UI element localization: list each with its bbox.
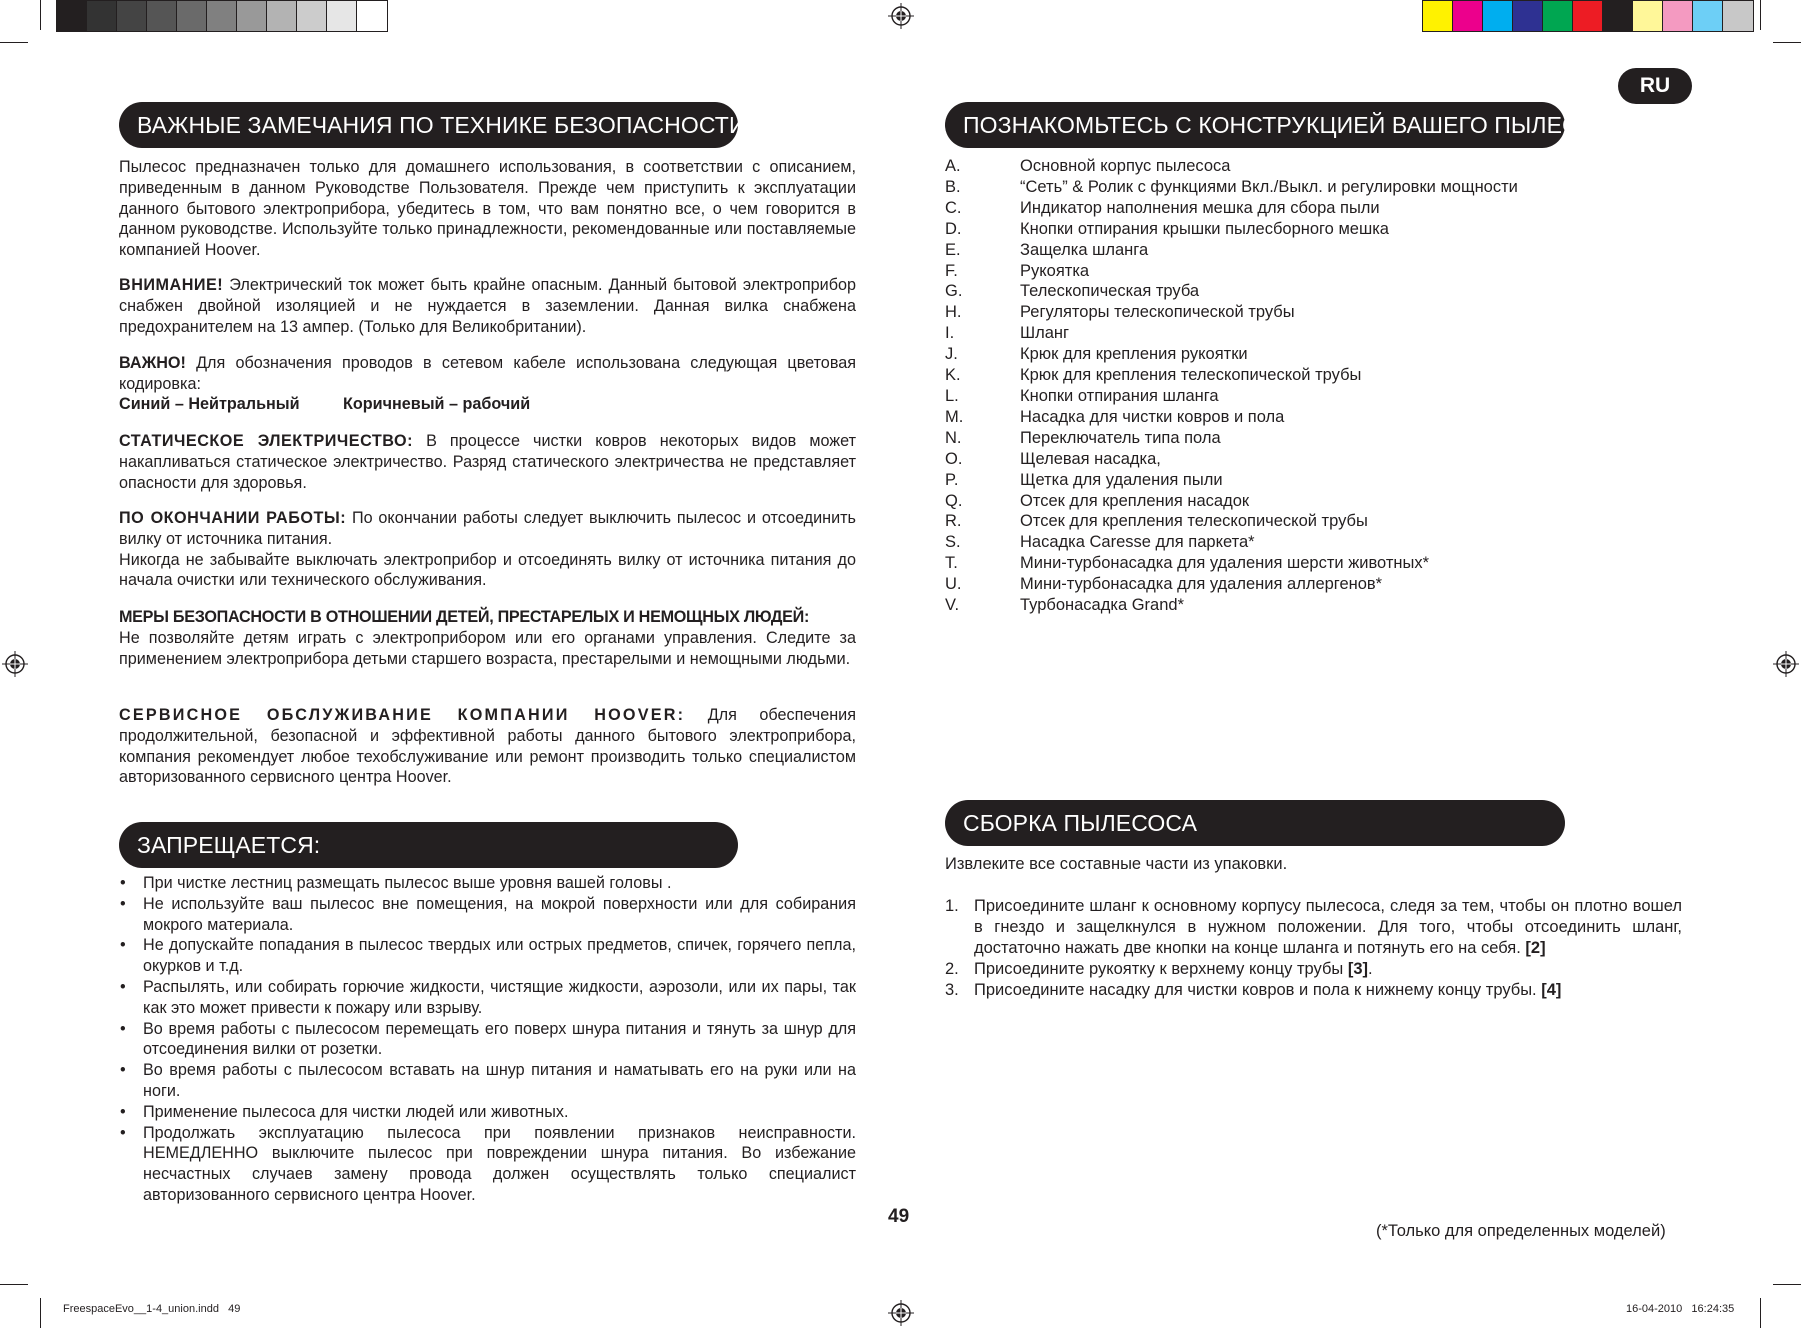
- after-work-paragraph: [119, 508, 856, 591]
- static-paragraph: [119, 431, 856, 493]
- important-paragraph: [119, 353, 856, 395]
- part-item: [945, 511, 1518, 532]
- forbidden-item-text: Не допускайте попадания в пылесос твердых или острых предметов, спичек, горячего пепла, окурков и т.д.: [143, 936, 856, 976]
- bullet-icon: •: [120, 1019, 126, 1038]
- part-item: [945, 491, 1518, 512]
- forbidden-item-text: Во время работы с пылесосом вставать на шнур питания и наматывать его на руки или на ноги.: [143, 1061, 856, 1100]
- forbidden-item: [119, 977, 856, 1019]
- warning-text: Электрический ток может быть крайне опасным. Данный бытовой электроприбор снабжен двойной изоляцией и не нуждается в заземлении. Данная вилка снабжена предохранителем на 13 ампер. (Только для Великобритании).: [119, 276, 856, 336]
- assembly-step: [945, 980, 1682, 1001]
- part-label: Мини-турбонасадка для удаления шерсти животных*: [1020, 554, 1430, 573]
- slug-date-info: 16-04-2010 16:24:35: [1626, 1303, 1735, 1315]
- forbidden-item: [119, 935, 856, 977]
- part-key: H.: [945, 303, 962, 322]
- part-key: K.: [945, 366, 961, 385]
- part-label: Индикатор наполнения мешка для сбора пыли: [1020, 198, 1380, 217]
- part-label: Насадка для чистки ковров и пола: [1020, 407, 1285, 426]
- grayscale-swatch: [297, 1, 327, 31]
- color-swatch: [1603, 1, 1633, 31]
- assembly-section-title: СБОРКА ПЫЛЕСОСА: [945, 800, 1565, 846]
- color-swatch: [1573, 1, 1603, 31]
- forbidden-item-text: Продолжать эксплуатацию пылесоса при появлении признаков неисправности. НЕМЕДЛЕННО выключите пылесос при повреждении шнура питания. Во избежание несчастных случаев замену провода должен осуществлять только специалист авторизованного сервисного центра Hoover.: [143, 1123, 856, 1204]
- registration-mark-icon: [2, 651, 28, 677]
- part-item: [945, 177, 1518, 198]
- slug-file-info: FreespaceEvo__1-4_union.indd 49: [63, 1303, 241, 1315]
- grayscale-swatch: [357, 1, 387, 31]
- crop-mark: [40, 0, 41, 30]
- grayscale-swatch: [147, 1, 177, 31]
- part-label: Переключатель типа пола: [1020, 428, 1221, 447]
- color-swatch: [1423, 1, 1453, 31]
- part-item: [945, 323, 1518, 344]
- color-swatch: [1693, 1, 1723, 31]
- part-item: [945, 386, 1518, 407]
- forbidden-list: [119, 873, 856, 1206]
- models-footnote: (*Только для определенных моделей): [1376, 1222, 1666, 1240]
- step-number: 3.: [945, 980, 959, 999]
- forbidden-item-text: Распылять, или собирать горючие жидкости, чистящие жидкости, аэрозоли, или их пары, так как это может привести к пожару или взрыву.: [143, 977, 856, 1017]
- part-label: Турбонасадка Grand*: [1020, 596, 1184, 615]
- registration-mark-icon: [888, 1300, 914, 1326]
- bullet-icon: •: [120, 874, 126, 892]
- forbidden-item: [119, 1102, 856, 1123]
- part-key: E.: [945, 240, 961, 259]
- crop-mark: [1760, 0, 1761, 30]
- forbidden-item: [119, 873, 856, 894]
- part-item: [945, 407, 1518, 428]
- grayscale-swatch: [117, 1, 147, 31]
- part-key: G.: [945, 282, 963, 301]
- part-label: Шланг: [1020, 324, 1070, 343]
- figure-reference: [3]: [1347, 959, 1369, 978]
- part-label: Защелка шланга: [1020, 240, 1149, 259]
- part-item: [945, 344, 1518, 365]
- part-key: C.: [945, 198, 962, 217]
- page-number: 49: [888, 1206, 910, 1227]
- bullet-icon: •: [120, 936, 126, 955]
- forbidden-item: [119, 894, 856, 936]
- color-swatch: [1543, 1, 1573, 31]
- forbidden-item-text: Во время работы с пылесосом перемещать его поверх шнура питания и тянуть за шнур для отсоединения вилки от розетки.: [143, 1019, 856, 1059]
- crop-mark: [1773, 1284, 1801, 1285]
- assembly-step: [945, 896, 1682, 959]
- parts-list: [945, 156, 1518, 616]
- forbidden-item: [119, 1123, 856, 1206]
- forbidden-item-text: Применение пылесоса для чистки людей или животных.: [143, 1102, 569, 1121]
- registration-mark-icon: [1773, 651, 1799, 677]
- step-text: Присоедините насадку для чистки ковров и пола к нижнему концу трубы.: [974, 980, 1542, 999]
- figure-reference: [4]: [1541, 980, 1562, 999]
- part-key: S.: [945, 533, 961, 552]
- crop-mark: [0, 42, 28, 43]
- bullet-icon: •: [120, 1123, 126, 1142]
- after-work-label: ПО ОКОНЧАНИИ РАБОТЫ:: [119, 509, 347, 527]
- grayscale-swatch: [327, 1, 357, 31]
- part-key: V.: [945, 596, 960, 615]
- wire-colors: [119, 395, 530, 414]
- part-label: Регуляторы телескопической трубы: [1020, 303, 1295, 322]
- step-text: Присоедините шланг к основному корпусу пылесоса, следя за тем, чтобы он плотно вошел в гнездо и защелкнулся в нужном положении. Для того, чтобы отсоединить шланг, достаточно нажать две кнопки на конце шланга и потянуть его на себя.: [974, 897, 1682, 957]
- static-text: В процессе чистки ковров некоторых видов может накапливаться статическое электричество. Разряд статического электричества не представляет опасности для здоровья.: [119, 432, 856, 492]
- part-label: Телескопическая труба: [1020, 282, 1200, 301]
- part-item: [945, 281, 1518, 302]
- color-swatch: [1453, 1, 1483, 31]
- part-item: [945, 428, 1518, 449]
- part-label: “Сеть” & Ролик с функциями Вкл./Выкл. и регулировки мощности: [1020, 177, 1518, 196]
- safety-intro: Пылесос предназначен только для домашнего использования, в соответствии с описанием, приведенным в данном Руководстве Пользователя. Прежде чем приступить к эксплуатации данного бытового электроприбора, убедитесь в том, что вам понятно все, о чем говорится в данном руководстве. Используйте только принадлежности, рекомендованные или поставляемые компанией Hoover.: [119, 158, 856, 260]
- part-item: [945, 261, 1518, 282]
- forbidden-section-title: ЗАПРЕЩАЕТСЯ:: [119, 822, 738, 868]
- part-key: I.: [945, 324, 955, 343]
- part-key: N.: [945, 428, 962, 447]
- part-label: Мини-турбонасадка для удаления аллергенов*: [1020, 575, 1383, 594]
- forbidden-item: [119, 1060, 856, 1102]
- part-label: Насадка Caresse для паркета*: [1020, 533, 1255, 552]
- bullet-icon: •: [120, 1061, 126, 1080]
- part-key: F.: [945, 261, 958, 280]
- part-label: Крюк для крепления рукоятки: [1020, 345, 1248, 364]
- crop-mark: [1773, 42, 1801, 43]
- safety-section-title: ВАЖНЫЕ ЗАМЕЧАНИЯ ПО ТЕХНИКЕ БЕЗОПАСНОСТИ:: [119, 102, 738, 148]
- color-swatch: [1513, 1, 1543, 31]
- part-key: A.: [945, 157, 961, 175]
- bullet-icon: •: [120, 894, 126, 913]
- part-label: Рукоятка: [1020, 261, 1090, 280]
- part-item: [945, 532, 1518, 553]
- part-item: [945, 553, 1518, 574]
- part-label: Кнопки отпирания крышки пылесборного мешка: [1020, 219, 1389, 238]
- children-paragraph: [119, 607, 856, 669]
- part-item: [945, 449, 1518, 470]
- part-item: [945, 365, 1518, 386]
- after-work-text: По окончании работы следует выключить пылесос и отсоединить вилку от источника питания.: [119, 509, 856, 548]
- forbidden-item: [119, 1019, 856, 1061]
- part-label: Кнопки отпирания шланга: [1020, 386, 1219, 405]
- color-swatch: [1723, 1, 1753, 31]
- part-key: R.: [945, 512, 962, 531]
- service-text: Для обеспечения продолжительной, безопасной и эффективной работы данного бытового электроприбора, компания рекомендует любое техобслуживание или ремонт производить только специалистом авторизованного сервисного центра Hoover.: [119, 706, 856, 787]
- crop-mark: [0, 1284, 28, 1285]
- color-swatch: [1663, 1, 1693, 31]
- forbidden-item-text: Не используйте ваш пылесос вне помещения, на мокрой поверхности или для собирания мокрого материала.: [143, 894, 856, 934]
- step-number: 2.: [945, 959, 959, 978]
- part-key: Q.: [945, 491, 963, 510]
- part-item: [945, 595, 1518, 616]
- important-text: Для обозначения проводов в сетевом кабеле использована следующая цветовая кодировка:: [119, 354, 856, 393]
- part-item: [945, 574, 1518, 595]
- assembly-steps: [945, 896, 1682, 1001]
- children-label: МЕРЫ БЕЗОПАСНОСТИ В ОТНОШЕНИИ ДЕТЕЙ, ПРЕСТАРЕЛЫХ И НЕМОЩНЫХ ЛЮДЕЙ:: [119, 608, 810, 626]
- step-tail: .: [1368, 959, 1373, 978]
- part-key: B.: [945, 177, 961, 196]
- warning-paragraph: [119, 275, 856, 337]
- assembly-step: [945, 959, 1682, 980]
- part-key: M.: [945, 407, 964, 426]
- part-label: Основной корпус пылесоса: [1020, 157, 1231, 175]
- step-text: Присоедините рукоятку к верхнему концу трубы: [974, 959, 1348, 978]
- step-number: 1.: [945, 897, 959, 915]
- language-badge: RU: [1618, 68, 1692, 104]
- grayscale-swatch: [267, 1, 297, 31]
- wire-blue-label: Синий – Нейтральный: [119, 395, 300, 413]
- part-key: P.: [945, 470, 959, 489]
- part-item: [945, 302, 1518, 323]
- grayscale-color-bar: [56, 0, 388, 32]
- part-label: Отсек для крепления насадок: [1020, 491, 1250, 510]
- part-key: O.: [945, 449, 963, 468]
- part-key: J.: [945, 345, 958, 364]
- figure-reference: [2]: [1525, 938, 1546, 957]
- after-work-text-2: Никогда не забывайте выключать электроприбор и отсоединять вилку от источника питания до начала очистки или технического обслуживания.: [119, 550, 856, 590]
- part-item: [945, 198, 1518, 219]
- part-label: Крюк для крепления телескопической трубы: [1020, 366, 1362, 385]
- part-label: Щелевая насадка,: [1020, 449, 1161, 468]
- part-label: Отсек для крепления телескопической трубы: [1020, 512, 1368, 531]
- grayscale-swatch: [87, 1, 117, 31]
- crop-mark: [1760, 1298, 1761, 1328]
- service-paragraph: [119, 705, 856, 788]
- registration-mark-icon: [888, 3, 914, 29]
- part-item: [945, 156, 1518, 177]
- part-item: [945, 240, 1518, 261]
- bullet-icon: •: [120, 977, 126, 996]
- grayscale-swatch: [57, 1, 87, 31]
- parts-section-title: ПОЗНАКОМЬТЕСЬ С КОНСТРУКЦИЕЙ ВАШЕГО ПЫЛЕСОСА: [945, 102, 1565, 148]
- cmyk-color-bar: [1422, 0, 1754, 32]
- wire-brown-label: Коричневый – рабочий: [343, 395, 531, 413]
- part-item: [945, 219, 1518, 240]
- part-item: [945, 470, 1518, 491]
- part-key: L.: [945, 386, 959, 405]
- assembly-intro: Извлеките все составные части из упаковки.: [945, 855, 1288, 873]
- grayscale-swatch: [237, 1, 267, 31]
- grayscale-swatch: [207, 1, 237, 31]
- part-label: Щетка для удаления пыли: [1020, 470, 1223, 489]
- part-key: D.: [945, 219, 962, 238]
- part-key: T.: [945, 554, 958, 573]
- crop-mark: [40, 1298, 41, 1328]
- grayscale-swatch: [177, 1, 207, 31]
- part-key: U.: [945, 575, 962, 594]
- children-text: Не позволяйте детям играть с электроприбором или его органами управления. Следите за применением электроприбора детьми старшего возраста, престарелыми и немощными людьми.: [119, 628, 856, 668]
- color-swatch: [1483, 1, 1513, 31]
- bullet-icon: •: [120, 1102, 126, 1121]
- forbidden-item-text: При чистке лестниц размещать пылесос выше уровня вашей головы .: [143, 874, 672, 892]
- warning-label: ВНИМАНИЕ!: [119, 276, 224, 294]
- static-label: СТАТИЧЕСКОЕ ЭЛЕКТРИЧЕСТВО:: [119, 432, 414, 450]
- service-label: СЕРВИСНОЕ ОБСЛУЖИВАНИЕ КОМПАНИИ HOOVER:: [119, 706, 686, 724]
- important-label: ВАЖНО!: [119, 354, 186, 372]
- color-swatch: [1633, 1, 1663, 31]
